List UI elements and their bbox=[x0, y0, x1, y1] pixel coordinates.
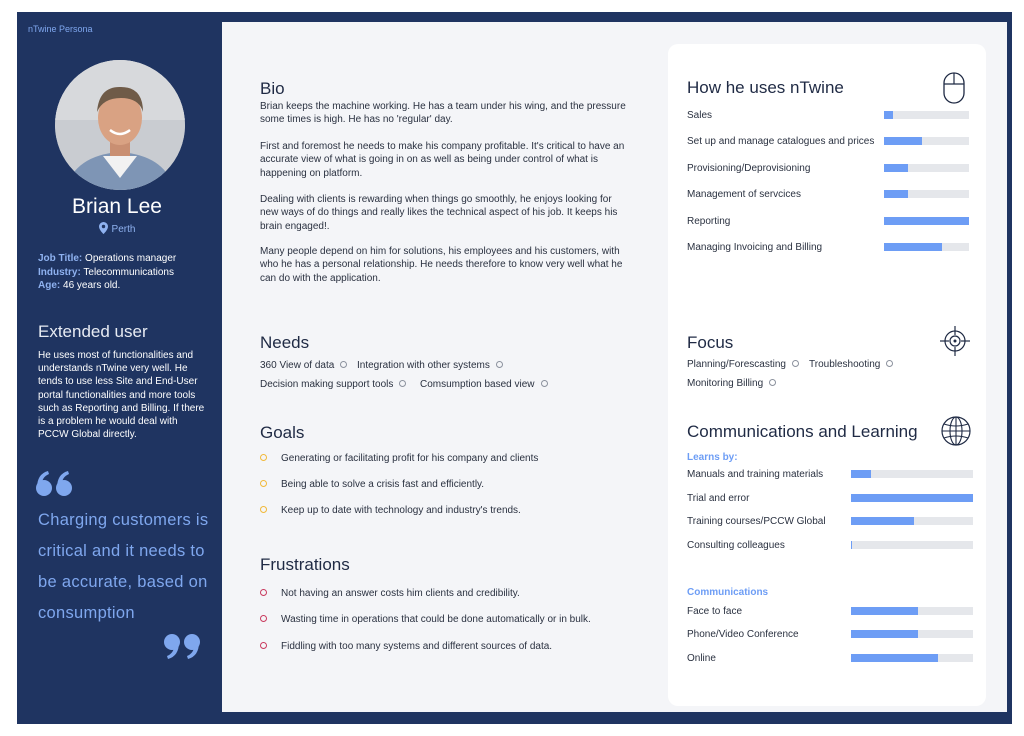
focus-item: Planning/Forescasting bbox=[687, 359, 799, 370]
bio-paragraph: Many people depend on him for solutions, his employees and his customers, with who he has a personal relationship. He needs therefore to know very well what he can do with the application. bbox=[260, 246, 623, 284]
goals-title: Goals bbox=[260, 423, 305, 442]
bullet-icon bbox=[260, 642, 267, 649]
need-item: Decision making support tools bbox=[260, 379, 406, 390]
goal-item: Being able to solve a crisis fast and efficiently. bbox=[260, 479, 484, 490]
learn-label: Trial and error bbox=[687, 493, 750, 504]
bullet-icon bbox=[340, 361, 347, 368]
fact-age: Age: 46 years old. bbox=[38, 280, 121, 291]
learn-bar bbox=[851, 517, 973, 525]
bullet-icon bbox=[399, 380, 406, 387]
globe-icon bbox=[940, 415, 972, 447]
goal-item: Generating or facilitating profit for his company and clients bbox=[260, 453, 538, 464]
need-item: Integration with other systems bbox=[357, 360, 503, 371]
need-item: Comsumption based view bbox=[420, 379, 548, 390]
sidebar bbox=[17, 12, 222, 724]
bullet-icon bbox=[496, 361, 503, 368]
usage-bar bbox=[884, 164, 969, 172]
extended-title: Extended user bbox=[38, 322, 148, 341]
focus-item: Troubleshooting bbox=[809, 359, 893, 370]
comm-label: Face to face bbox=[687, 606, 743, 617]
bullet-icon bbox=[260, 615, 267, 622]
usage-label: Managing Invoicing and Billing bbox=[687, 242, 823, 253]
bio-title: Bio bbox=[260, 79, 285, 98]
focus-item: Monitoring Billing bbox=[687, 378, 776, 389]
quote-open-icon bbox=[36, 470, 74, 498]
usage-label: Sales bbox=[687, 110, 713, 121]
frustration-item: Not having an answer costs him clients and credibility. bbox=[260, 588, 520, 599]
comm-bar bbox=[851, 607, 973, 615]
learn-bar bbox=[851, 470, 973, 478]
learn-label: Consulting colleagues bbox=[687, 540, 785, 551]
comm-bar bbox=[851, 630, 973, 638]
learn-label: Training courses/PCCW Global bbox=[687, 516, 826, 527]
persona-frame bbox=[17, 12, 1012, 724]
frustration-item: Fiddling with too many systems and different sources of data. bbox=[260, 641, 552, 652]
need-item: 360 View of data bbox=[260, 360, 347, 371]
bullet-icon bbox=[886, 360, 893, 367]
learns-subtitle: Learns by: bbox=[687, 452, 738, 463]
usage-label: Provisioning/Deprovisioning bbox=[687, 163, 811, 174]
persona-location bbox=[17, 222, 217, 235]
pin-icon bbox=[99, 222, 108, 234]
focus-title: Focus bbox=[687, 333, 734, 352]
comm-label: Online bbox=[687, 653, 716, 664]
portrait-image bbox=[55, 60, 185, 190]
bio-paragraph: First and foremost he needs to make his company profitable. It's critical to have an accurate view of what is going in on as well as being under control of what is happening on platform. bbox=[260, 141, 625, 179]
usage-label: Management of servcices bbox=[687, 189, 801, 200]
bullet-icon bbox=[769, 379, 776, 386]
needs-title: Needs bbox=[260, 333, 310, 352]
communications-subtitle: Communications bbox=[687, 587, 769, 598]
usage-title: How he uses nTwine bbox=[687, 78, 844, 97]
usage-bar bbox=[884, 137, 969, 145]
persona-facts bbox=[38, 252, 176, 293]
usage-card bbox=[668, 44, 986, 706]
usage-label: Reporting bbox=[687, 216, 731, 227]
target-icon bbox=[940, 326, 970, 356]
learn-label: Manuals and training materials bbox=[687, 469, 824, 480]
fact-industry: Industry: Telecommunications bbox=[38, 266, 174, 278]
bio-paragraph: Brian keeps the machine working. He has a team under his wing, and the pressure some times is high. He has no 'regular' day. bbox=[260, 101, 626, 126]
fact-job: Job Title: Operations manager bbox=[38, 253, 177, 264]
bullet-icon bbox=[792, 360, 799, 367]
bullet-icon bbox=[541, 380, 548, 387]
learn-bar bbox=[851, 541, 973, 549]
extended-text: He uses most of functionalities and understands nTwine very well. He tends to use less Site and End-User portal functionalities and more tools such as Reporting and Billing. If there is a problem he would deal with PCCW Global directly. bbox=[38, 350, 205, 441]
bullet-icon bbox=[260, 454, 267, 461]
goal-item: Keep up to date with technology and industry's trends. bbox=[260, 505, 521, 516]
mouse-icon bbox=[943, 72, 965, 104]
bio-paragraph: Dealing with clients is rewarding when things go smoothly, he enjoys looking for new ways of do things and really likes the technical aspect of his job. It keeps his brain engaged!. bbox=[260, 194, 618, 232]
location-text: Perth bbox=[111, 224, 136, 235]
frustrations-title: Frustrations bbox=[260, 555, 350, 574]
learn-bar bbox=[851, 494, 973, 502]
comm-bar bbox=[851, 654, 973, 662]
bullet-icon bbox=[260, 506, 267, 513]
bullet-icon bbox=[260, 589, 267, 596]
avatar bbox=[55, 60, 185, 190]
usage-bar bbox=[884, 111, 969, 119]
persona-name: Brian Lee bbox=[72, 195, 162, 218]
comms-title: Communications and Learning bbox=[687, 422, 918, 441]
usage-bar bbox=[884, 243, 969, 251]
comm-label: Phone/Video Conference bbox=[687, 629, 799, 640]
bullet-icon bbox=[260, 480, 267, 487]
frustration-item: Wasting time in operations that could be done automatically or in bulk. bbox=[260, 614, 591, 625]
quote-close-icon bbox=[162, 632, 200, 660]
usage-label: Set up and manage catalogues and prices bbox=[687, 136, 875, 147]
usage-bar bbox=[884, 190, 969, 198]
main-panel bbox=[222, 22, 1007, 712]
usage-bar bbox=[884, 217, 969, 225]
persona-quote: Charging customers is critical and it needs to be accurate, based on consumption bbox=[38, 511, 209, 622]
brand-label: nTwine Persona bbox=[28, 24, 93, 34]
